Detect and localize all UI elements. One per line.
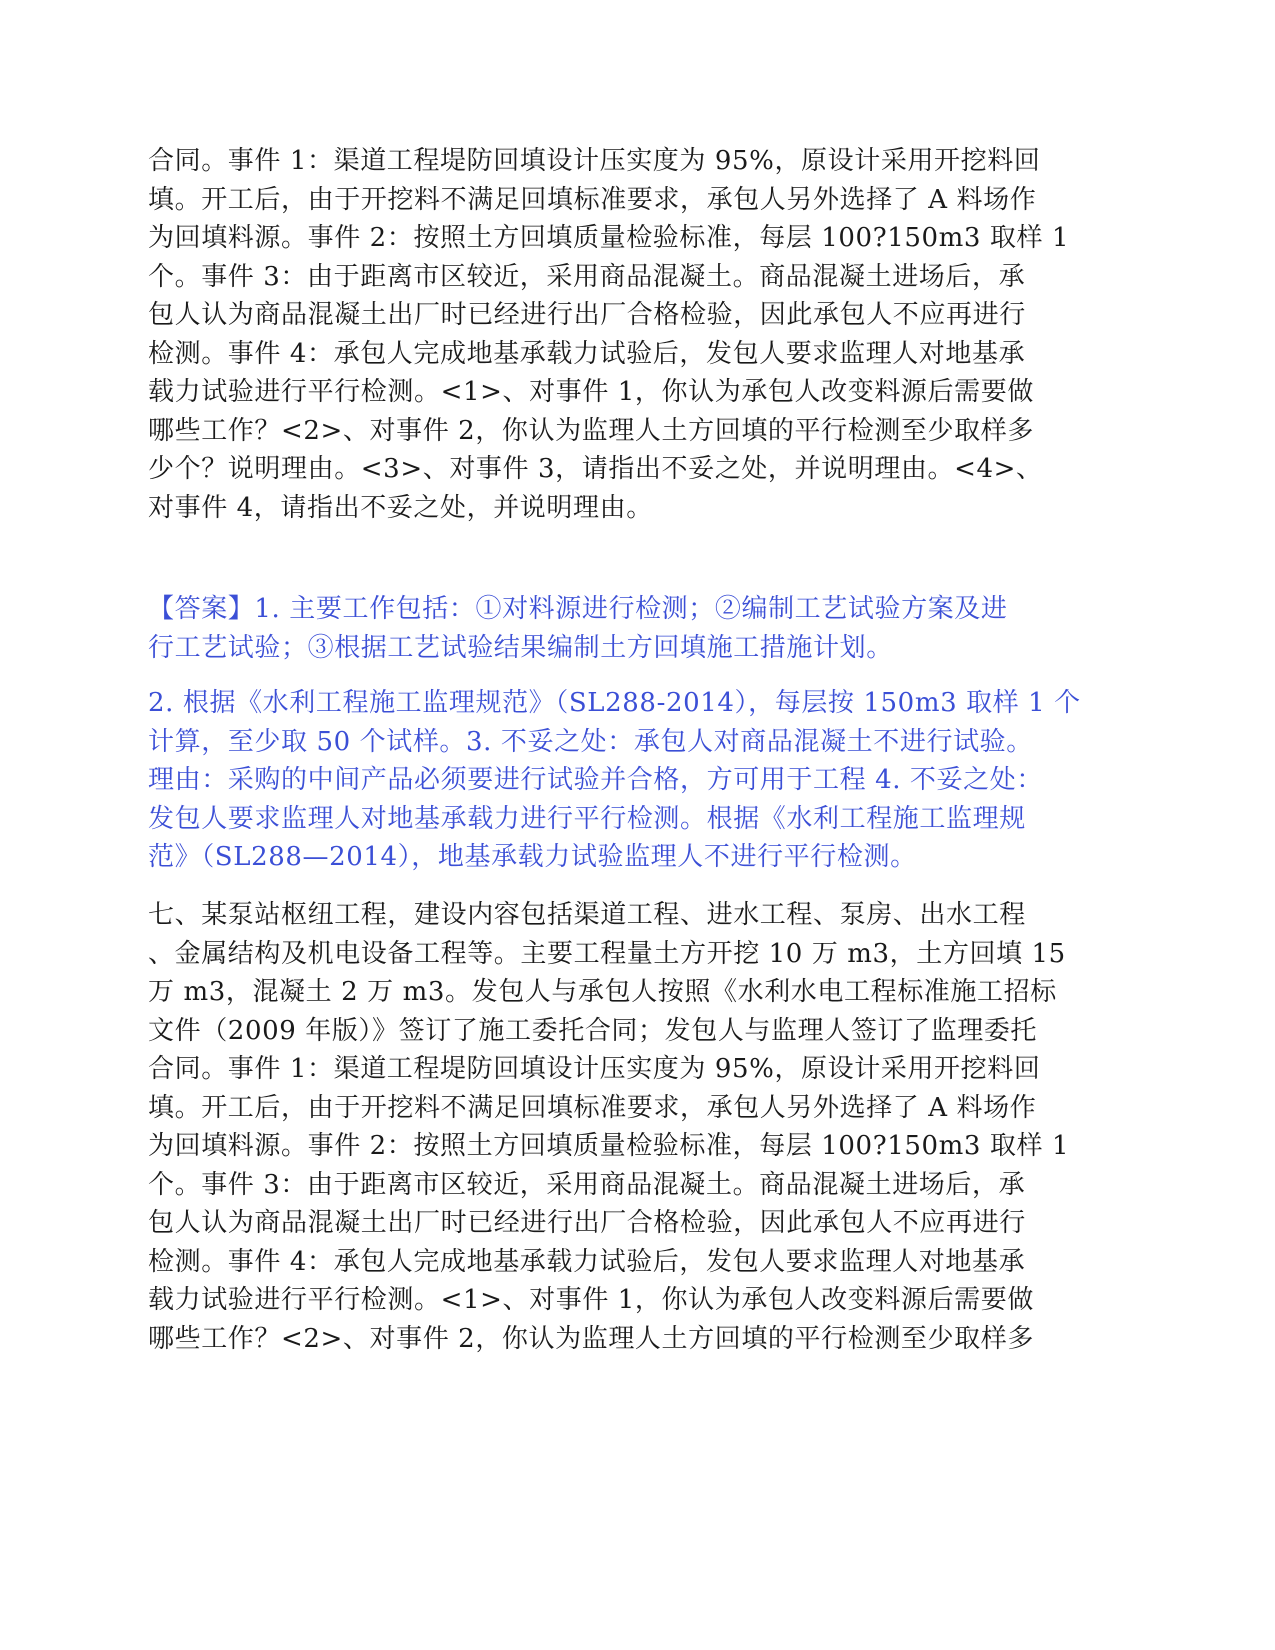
text-line: 填。开工后，由于开挖料不满足回填标准要求，承包人另外选择了 A 料场作: [148, 184, 1037, 215]
text-line: 少个？说明理由。<3>、对事件 3，请指出不妥之处，并说明理由。<4>、: [148, 454, 1043, 484]
text-line: 哪些工作？<2>、对事件 2，你认为监理人土方回填的平行检测至少取样多: [148, 1323, 1034, 1354]
text-line: 合同。事件 1：渠道工程堤防回填设计压实度为 95%，原设计采用开挖料回: [148, 146, 1041, 176]
text-line: 载力试验进行平行检测。<1>、对事件 1，你认为承包人改变料源后需要做: [148, 377, 1034, 407]
text-line: 为回填料源。事件 2：按照土方回填质量检验标准，每层 100?150m3 取样 1: [148, 223, 1070, 253]
text-line: 检测。事件 4：承包人完成地基承载力试验后，发包人要求监理人对地基承: [148, 338, 1026, 369]
question-seven-paragraph: [148, 896, 1068, 1358]
answer-line: 范》（SL288—2014），地基承载力试验监理人不进行平行检测。: [148, 842, 917, 872]
answer-line: 计算，至少取 50 个试样。3. 不妥之处：承包人对商品混凝土不进行试验。: [148, 726, 1033, 757]
answer-line: 【答案】1. 主要工作包括：①对料源进行检测；②编制工艺试验方案及进: [148, 594, 1008, 624]
text-line: 检测。事件 4：承包人完成地基承载力试验后，发包人要求监理人对地基承: [148, 1246, 1026, 1277]
text-line: 个。事件 3：由于距离市区较近，采用商品混凝土。商品混凝土进场后，承: [148, 1169, 1026, 1200]
answer-line: 行工艺试验；③根据工艺试验结果编制土方回填施工措施计划。: [148, 632, 893, 663]
answer-line: 2. 根据《水利工程施工监理规范》（SL288-2014），每层按 150m3 取样 1 个: [148, 688, 1081, 718]
text-line: 合同。事件 1：渠道工程堤防回填设计压实度为 95%，原设计采用开挖料回: [148, 1054, 1041, 1084]
answer-line: 理由：采购的中间产品必须要进行试验并合格，方可用于工程 4. 不妥之处：: [148, 765, 1043, 795]
text-line: 包人认为商品混凝土出厂时已经进行出厂合格检验，因此承包人不应再进行: [148, 1208, 1026, 1238]
text-line: 、金属结构及机电设备工程等。主要工程量土方开挖 10 万 m3，土方回填 15: [148, 938, 1066, 969]
text-line: 个。事件 3：由于距离市区较近，采用商品混凝土。商品混凝土进场后，承: [148, 261, 1026, 292]
text-line: 七、某泵站枢纽工程，建设内容包括渠道工程、进水工程、泵房、出水工程: [148, 900, 1026, 930]
text-line: 为回填料源。事件 2：按照土方回填质量检验标准，每层 100?150m3 取样 1: [148, 1131, 1070, 1161]
text-line: 文件（2009 年版）》签订了施工委托合同；发包人与监理人签订了监理委托: [148, 1015, 1038, 1046]
text-line: 万 m3，混凝土 2 万 m3。发包人与承包人按照《水利水电工程标准施工招标: [148, 977, 1057, 1007]
question-paragraph-continued: [148, 142, 1068, 527]
answer-paragraph-1: [148, 590, 1068, 667]
text-line: 包人认为商品混凝土出厂时已经进行出厂合格检验，因此承包人不应再进行: [148, 300, 1026, 330]
text-line: 载力试验进行平行检测。<1>、对事件 1，你认为承包人改变料源后需要做: [148, 1285, 1034, 1315]
text-line: 哪些工作？<2>、对事件 2，你认为监理人土方回填的平行检测至少取样多: [148, 415, 1034, 446]
answer-line: 发包人要求监理人对地基承载力进行平行检测。根据《水利工程施工监理规: [148, 803, 1026, 834]
answer-paragraph-2: [148, 684, 1081, 877]
text-line: 对事件 4，请指出不妥之处，并说明理由。: [148, 492, 653, 523]
text-line: 填。开工后，由于开挖料不满足回填标准要求，承包人另外选择了 A 料场作: [148, 1092, 1037, 1123]
